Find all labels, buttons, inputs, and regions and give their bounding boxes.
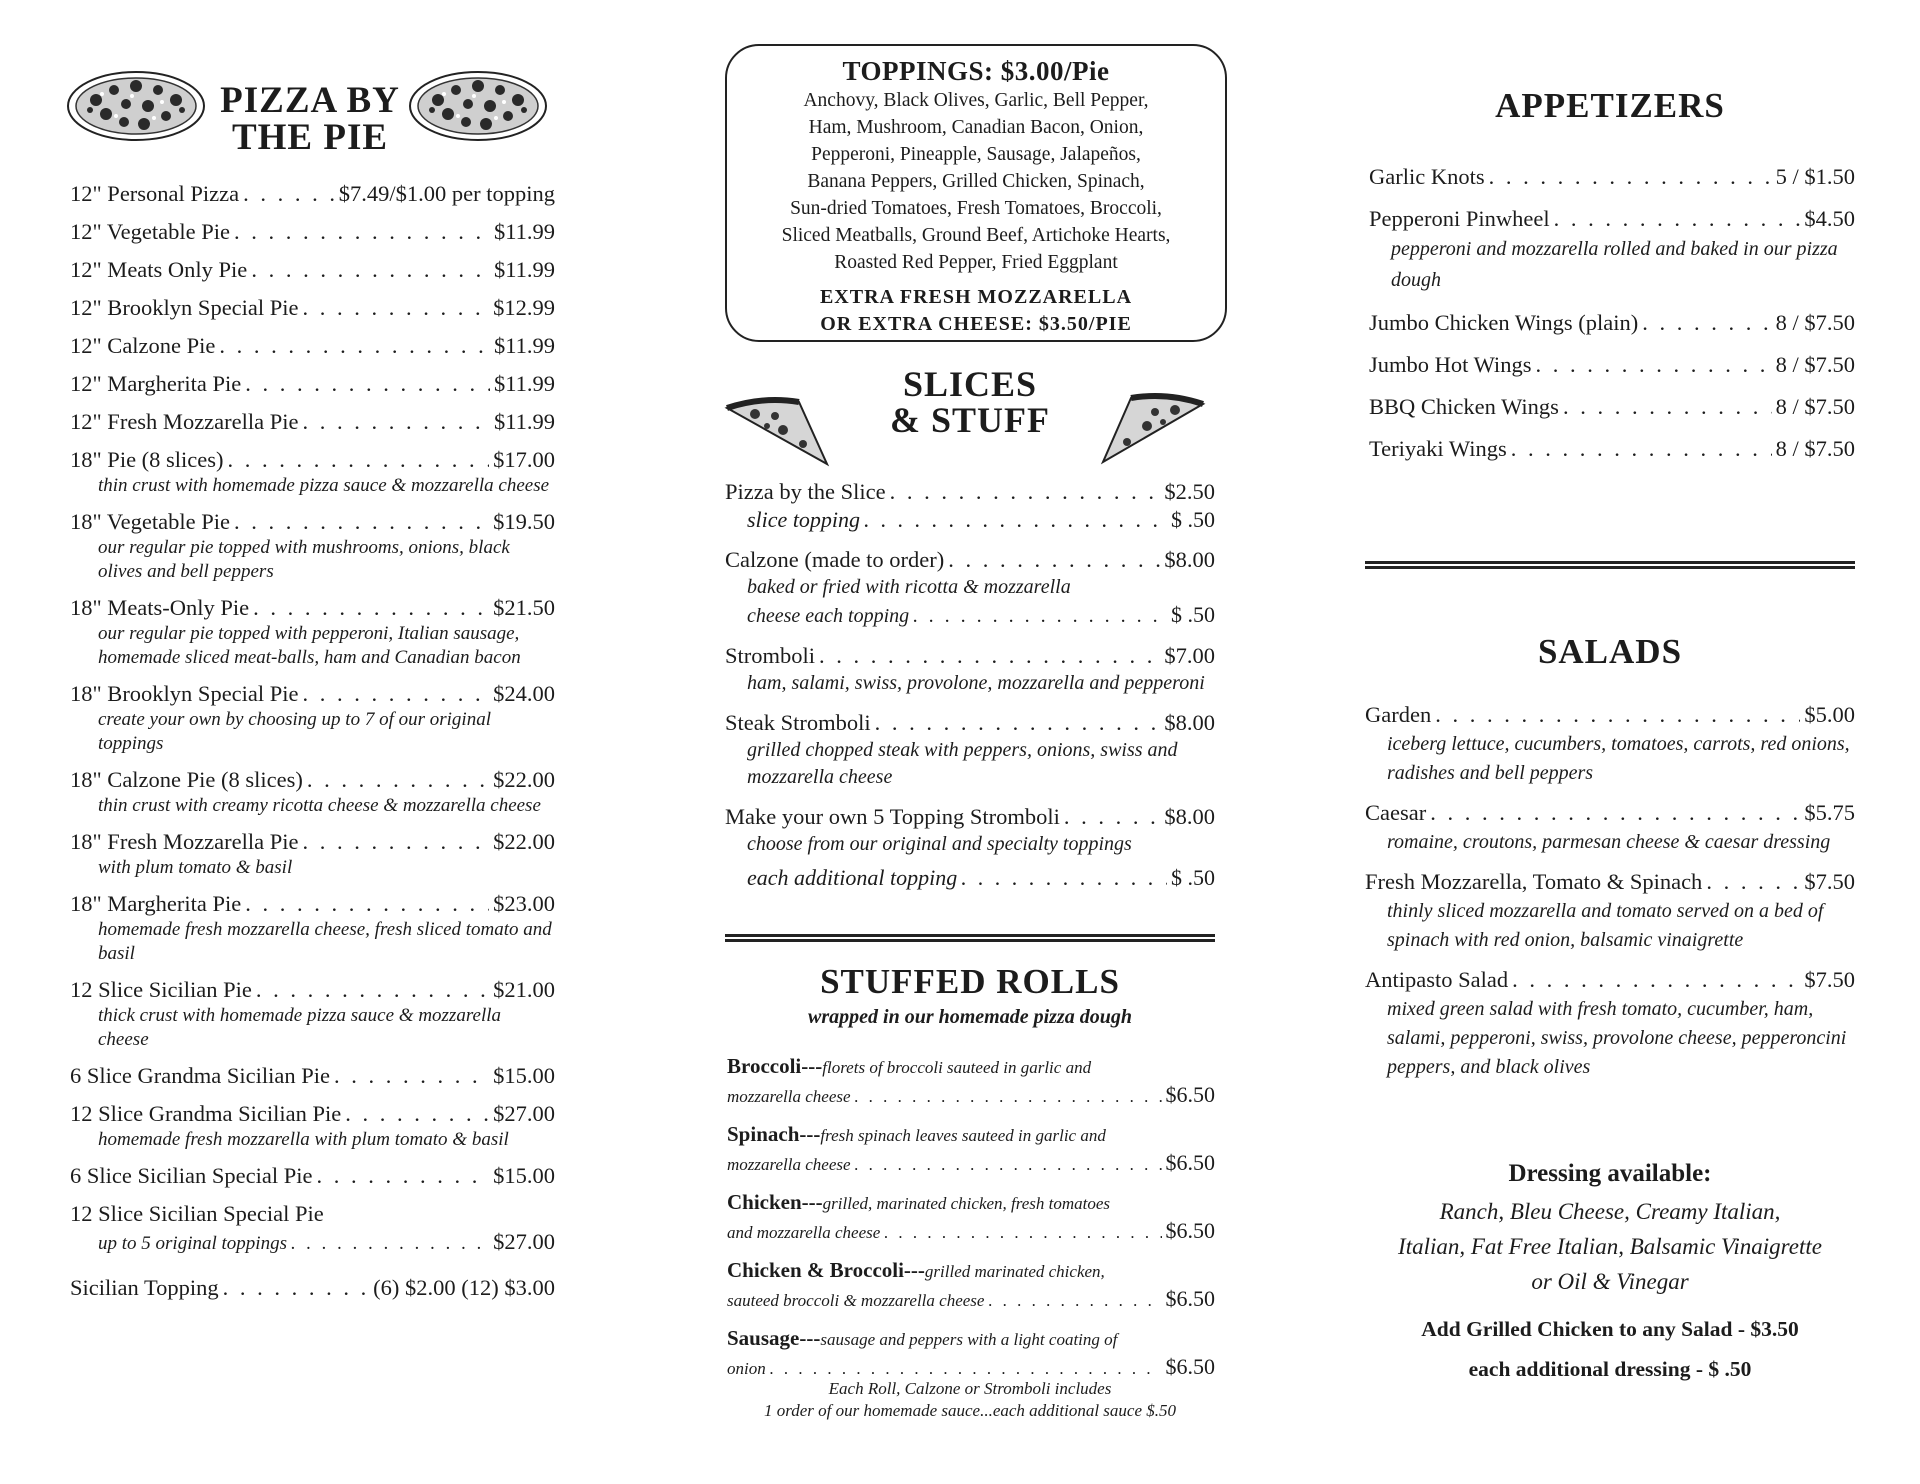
item-name: 12" Fresh Mozzarella Pie — [70, 409, 299, 434]
item-price: $24.00 — [493, 681, 555, 706]
item-name: Jumbo Chicken Wings (plain) — [1369, 310, 1639, 335]
menu-item — [70, 680, 555, 756]
item-name: Pepperoni Pinwheel — [1369, 206, 1550, 231]
leader-dots — [819, 642, 1160, 670]
item-price: $6.50 — [1165, 1218, 1215, 1243]
item-name: Garden — [1365, 702, 1432, 727]
item-description: grilled marinated chicken, — [924, 1262, 1105, 1281]
item-description: choose from our original and specialty toppings — [747, 833, 1132, 855]
leader-dots — [988, 1288, 1161, 1314]
leader-dots — [1430, 798, 1800, 828]
item-name: 12" Meats Only Pie — [70, 257, 248, 282]
toppings-box — [725, 44, 1227, 342]
menu-item — [725, 709, 1215, 791]
pizza-by-pie-title — [210, 82, 410, 156]
menu-item — [725, 803, 1215, 892]
stuffed-rolls-list — [727, 1052, 1215, 1392]
leader-dots — [256, 976, 489, 1004]
item-name: 18" Fresh Mozzarella Pie — [70, 829, 299, 854]
menu-item — [70, 408, 555, 436]
menu-item — [1365, 700, 1855, 788]
toppings-line: Banana Peppers, Grilled Chicken, Spinach, — [807, 171, 1145, 192]
pizza-by-pie-title-line2: THE PIE — [231, 117, 389, 158]
item-description: homemade fresh mozzarella cheese, fresh sliced tomato and basil — [98, 919, 552, 964]
slices-list — [725, 478, 1215, 904]
item-description: thick crust with homemade pizza sauce & mozzarella cheese — [98, 1005, 502, 1050]
leader-dots — [890, 478, 1161, 506]
item-description: mixed green salad with fresh tomato, cucumber, ham, salami, pepperoni, swiss, provolone cheese, pepperoncini peppers, and black olives — [1387, 998, 1847, 1078]
item-name: 12" Vegetable Pie — [70, 219, 230, 244]
leader-dots — [316, 1162, 489, 1190]
menu-item — [70, 1100, 555, 1152]
toppings-list — [727, 87, 1225, 276]
item-price: $8.00 — [1164, 804, 1215, 829]
slices-title — [835, 366, 1105, 438]
pizza-slice-icon — [1087, 390, 1207, 470]
item-name: 12 Slice Sicilian Pie — [70, 977, 252, 1002]
item-name: 6 Slice Grandma Sicilian Pie — [70, 1063, 330, 1088]
leader-dots — [864, 506, 1167, 534]
leader-dots — [1511, 434, 1772, 464]
stuffed-rolls-title: STUFFED ROLLS — [820, 962, 1120, 1001]
item-name: 18" Meats-Only Pie — [70, 595, 250, 620]
section-divider — [725, 934, 1215, 942]
leader-dots — [1064, 803, 1161, 831]
item-name: 12" Margherita Pie — [70, 371, 242, 396]
appetizers-title: APPETIZERS — [1495, 86, 1725, 125]
menu-item — [1365, 965, 1855, 1082]
menu-item — [70, 594, 555, 670]
extra-cheese-line1: EXTRA FRESH MOZZARELLA — [819, 286, 1133, 308]
item-description: onion — [727, 1359, 766, 1378]
menu-item — [727, 1188, 1215, 1246]
leader-dots — [307, 766, 489, 794]
item-subprice: $ .50 — [1171, 602, 1215, 627]
item-name: 12" Brooklyn Special Pie — [70, 295, 299, 320]
item-name: Spinach--- — [727, 1122, 821, 1146]
item-price: 8 / $7.50 — [1775, 310, 1855, 335]
item-price: $4.50 — [1804, 206, 1855, 231]
item-price: $27.00 — [493, 1229, 555, 1254]
item-name: Steak Stromboli — [725, 710, 871, 735]
item-description: grilled, marinated chicken, fresh tomatoes — [822, 1194, 1111, 1213]
item-subprice: $ .50 — [1171, 507, 1215, 532]
item-name: 12 Slice Grandma Sicilian Pie — [70, 1101, 342, 1126]
slices-title-line2: & STUFF — [890, 400, 1050, 440]
item-price: $12.99 — [493, 295, 555, 320]
pizza-by-pie-title-line1: PIZZA BY — [220, 80, 400, 121]
item-name: Jumbo Hot Wings — [1369, 352, 1532, 377]
item-price: 8 / $7.50 — [1775, 394, 1855, 419]
leader-dots — [1706, 867, 1800, 897]
leader-dots — [245, 370, 490, 398]
item-name: 12" Personal Pizza — [70, 181, 240, 206]
item-description: romaine, croutons, parmesan cheese & caesar dressing — [1387, 831, 1831, 853]
item-description: thin crust with homemade pizza sauce & mozzarella cheese — [98, 475, 550, 496]
item-name: Caesar — [1365, 800, 1427, 825]
pizza-by-pie-list — [70, 180, 555, 1312]
menu-item — [1365, 867, 1855, 955]
leader-dots — [855, 1152, 1162, 1178]
item-description: our regular pie topped with pepperoni, Italian sausage, homemade sliced meat-balls, ham and Canadian bacon — [98, 623, 521, 668]
item-name: 18" Brooklyn Special Pie — [70, 681, 299, 706]
menu-item — [1369, 162, 1855, 192]
item-name: 18" Vegetable Pie — [70, 509, 230, 534]
item-name: Sausage--- — [727, 1326, 821, 1350]
item-subname: each additional topping — [747, 865, 958, 890]
menu-item — [70, 1162, 555, 1190]
item-price: $11.99 — [493, 371, 555, 396]
item-price: $22.00 — [493, 829, 555, 854]
menu-item — [70, 1200, 555, 1258]
item-name: Make your own 5 Topping Stromboli — [725, 804, 1060, 829]
item-name: 12" Calzone Pie — [70, 333, 216, 358]
leader-dots — [291, 1230, 489, 1258]
item-name: Teriyaki Wings — [1369, 436, 1507, 461]
item-name: Chicken & Broccoli--- — [727, 1258, 925, 1282]
item-name: Garlic Knots — [1369, 164, 1485, 189]
item-price: $11.99 — [493, 409, 555, 434]
item-name: 6 Slice Sicilian Special Pie — [70, 1163, 313, 1188]
leader-dots — [223, 1274, 370, 1302]
menu-item — [1369, 308, 1855, 338]
item-subname: cheese each topping — [747, 605, 910, 627]
item-name: Fresh Mozzarella, Tomato & Spinach — [1365, 869, 1703, 894]
slices-title-line1: SLICES — [902, 364, 1038, 404]
grilled-chicken-addon: Add Grilled Chicken to any Salad - $3.50 — [1421, 1317, 1799, 1341]
leader-dots — [1535, 350, 1771, 380]
leader-dots — [303, 680, 490, 708]
item-description: iceberg lettuce, cucumbers, tomatoes, carrots, red onions, radishes and bell peppers — [1387, 733, 1850, 784]
leader-dots — [875, 709, 1161, 737]
dressing-line: Italian, Fat Free Italian, Balsamic Vinaigrette — [1398, 1234, 1822, 1259]
item-price: $8.00 — [1164, 710, 1215, 735]
item-price: 5 / $1.50 — [1775, 164, 1855, 189]
extra-cheese-note — [727, 284, 1225, 338]
item-description: thin crust with creamy ricotta cheese & mozzarella cheese — [98, 795, 541, 816]
toppings-line: Ham, Mushroom, Canadian Bacon, Onion, — [808, 117, 1144, 138]
menu-item — [727, 1052, 1215, 1110]
item-name: Calzone (made to order) — [725, 547, 945, 572]
item-price: $17.00 — [493, 447, 555, 472]
footnote-line1: Each Roll, Calzone or Stromboli includes — [828, 1379, 1112, 1398]
item-description: create your own by choosing up to 7 of our original toppings — [98, 709, 491, 754]
leader-dots — [1563, 392, 1772, 422]
leader-dots — [334, 1062, 489, 1090]
item-description: mozzarella cheese — [727, 1087, 851, 1106]
item-description: pepperoni and mozzarella rolled and baked in our pizza dough — [1391, 238, 1838, 291]
item-price: $22.00 — [493, 767, 555, 792]
leader-dots — [855, 1084, 1162, 1110]
leader-dots — [1489, 162, 1772, 192]
extra-cheese-line2: OR EXTRA CHEESE: $3.50/PIE — [820, 313, 1132, 335]
item-price: $21.00 — [493, 977, 555, 1002]
leader-dots — [303, 294, 490, 322]
item-price: $11.99 — [493, 257, 555, 282]
menu-item — [70, 1274, 555, 1302]
item-price: $23.00 — [493, 891, 555, 916]
item-price: $15.00 — [493, 1063, 555, 1088]
dressing-line: Ranch, Bleu Cheese, Creamy Italian, — [1439, 1199, 1781, 1224]
menu-item — [70, 256, 555, 284]
toppings-title: TOPPINGS: $3.00/Pie — [842, 56, 1110, 86]
leader-dots — [251, 256, 490, 284]
item-description: and mozzarella cheese — [727, 1223, 881, 1242]
item-name: Antipasto Salad — [1365, 967, 1509, 992]
item-name: 18" Margherita Pie — [70, 891, 242, 916]
leader-dots — [961, 864, 1167, 892]
menu-item — [1369, 392, 1855, 422]
leader-dots — [228, 446, 490, 474]
item-price: $6.50 — [1165, 1286, 1215, 1311]
leader-dots — [1512, 965, 1800, 995]
menu-item — [70, 180, 555, 208]
toppings-line: Sun-dried Tomatoes, Fresh Tomatoes, Broccoli, — [790, 198, 1162, 219]
item-price: $6.50 — [1165, 1354, 1215, 1379]
item-description: ham, salami, swiss, provolone, mozzarella and pepperoni — [747, 672, 1205, 694]
item-price: $6.50 — [1165, 1082, 1215, 1107]
item-name: 12 Slice Sicilian Special Pie — [70, 1201, 324, 1226]
item-description: our regular pie topped with mushrooms, onions, black olives and bell peppers — [98, 537, 510, 582]
menu-item — [70, 766, 555, 818]
leader-dots — [243, 180, 335, 208]
item-price: $5.00 — [1804, 702, 1855, 727]
toppings-line: Pepperoni, Pineapple, Sausage, Jalapeños, — [811, 144, 1141, 165]
slices-header — [725, 362, 1215, 472]
leader-dots — [1435, 700, 1800, 730]
menu-item — [727, 1256, 1215, 1314]
dressing-title: Dressing available: — [1508, 1160, 1712, 1187]
item-price: $21.50 — [493, 595, 555, 620]
item-price: $7.50 — [1804, 869, 1855, 894]
item-description: sausage and peppers with a light coating of — [820, 1330, 1118, 1349]
menu-item — [70, 828, 555, 880]
menu-item — [1365, 798, 1855, 857]
menu-item — [70, 332, 555, 360]
salads-list — [1365, 700, 1855, 1092]
item-name: Stromboli — [725, 643, 816, 668]
item-price: 8 / $7.50 — [1775, 436, 1855, 461]
leader-dots — [1642, 308, 1771, 338]
appetizers-list — [1369, 162, 1855, 476]
menu-item — [725, 546, 1215, 630]
dressing-list — [1365, 1194, 1855, 1299]
item-price: 8 / $7.50 — [1775, 352, 1855, 377]
leader-dots — [913, 603, 1167, 630]
menu-item — [1369, 434, 1855, 464]
item-name: Chicken--- — [727, 1190, 823, 1214]
item-name: BBQ Chicken Wings — [1369, 394, 1559, 419]
item-price: $6.50 — [1165, 1150, 1215, 1175]
item-name: 18" Pie (8 slices) — [70, 447, 224, 472]
item-description: sauteed broccoli & mozzarella cheese — [727, 1291, 985, 1310]
item-description: fresh spinach leaves sauteed in garlic and — [820, 1126, 1106, 1145]
leader-dots — [303, 408, 490, 436]
section-divider — [1365, 561, 1855, 569]
leader-dots — [948, 546, 1160, 574]
menu-item — [725, 478, 1215, 534]
item-price: $27.00 — [493, 1101, 555, 1126]
item-price: $7.50 — [1804, 967, 1855, 992]
menu-item — [725, 642, 1215, 697]
toppings-line: Roasted Red Pepper, Fried Eggplant — [834, 252, 1118, 273]
item-price: $19.50 — [493, 509, 555, 534]
item-price: $2.50 — [1164, 479, 1215, 504]
menu-item — [70, 446, 555, 498]
item-price: $8.00 — [1164, 547, 1215, 572]
menu-item — [1369, 350, 1855, 380]
item-name: Pizza by the Slice — [725, 479, 886, 504]
leader-dots — [219, 332, 490, 360]
item-price: $11.99 — [493, 219, 555, 244]
leader-dots — [253, 594, 489, 622]
item-description: mozzarella cheese — [727, 1155, 851, 1174]
item-price: $7.00 — [1164, 643, 1215, 668]
item-subprice: $ .50 — [1171, 865, 1215, 890]
menu-item — [70, 294, 555, 322]
leader-dots — [234, 218, 490, 246]
leader-dots — [345, 1100, 489, 1128]
item-description: baked or fried with ricotta & mozzarella — [747, 576, 1071, 598]
pizza-slice-icon — [723, 394, 843, 474]
item-description: grilled chopped steak with peppers, onions, swiss and mozzarella cheese — [747, 739, 1178, 788]
menu-item — [70, 890, 555, 966]
item-price: (6) $2.00 (12) $3.00 — [373, 1275, 555, 1300]
menu-item — [727, 1120, 1215, 1178]
menu-item — [70, 976, 555, 1052]
stuffed-rolls-footnote — [725, 1378, 1215, 1422]
item-price: $11.99 — [493, 333, 555, 358]
additional-dressing-addon: each additional dressing - $ .50 — [1468, 1357, 1752, 1381]
item-price: $7.49/$1.00 per topping — [338, 181, 555, 206]
item-subname: slice topping — [747, 507, 861, 532]
item-description: homemade fresh mozzarella with plum tomato & basil — [98, 1129, 509, 1150]
leader-dots — [234, 508, 489, 536]
whole-pizza-icon — [66, 70, 206, 142]
salads-title: SALADS — [1537, 632, 1683, 671]
footnote-line2: 1 order of our homemade sauce...each additional sauce $.50 — [763, 1401, 1177, 1420]
item-description: thinly sliced mozzarella and tomato served on a bed of spinach with red onion, balsamic vinaigrette — [1387, 900, 1824, 951]
leader-dots — [303, 828, 490, 856]
menu-item — [70, 218, 555, 246]
leader-dots — [245, 890, 489, 918]
dressing-line: or Oil & Vinegar — [1531, 1269, 1689, 1294]
item-description: with plum tomato & basil — [98, 857, 293, 878]
item-description: up to 5 original toppings — [98, 1233, 287, 1254]
menu-item — [1369, 204, 1855, 296]
item-description: florets of broccoli sauteed in garlic and — [822, 1058, 1092, 1077]
whole-pizza-icon — [408, 70, 548, 142]
stuffed-rolls-subtitle: wrapped in our homemade pizza dough — [808, 1006, 1132, 1028]
item-name: Sicilian Topping — [70, 1275, 219, 1300]
menu-item — [70, 508, 555, 584]
menu-item — [727, 1324, 1215, 1382]
leader-dots — [1554, 204, 1801, 234]
toppings-line: Sliced Meatballs, Ground Beef, Artichoke Hearts, — [781, 225, 1171, 246]
item-price: $15.00 — [493, 1163, 555, 1188]
item-price: $5.75 — [1804, 800, 1855, 825]
pizza-by-pie-header — [70, 66, 555, 156]
item-name: Broccoli--- — [727, 1054, 823, 1078]
toppings-line: Anchovy, Black Olives, Garlic, Bell Pepper, — [803, 90, 1149, 111]
leader-dots — [884, 1220, 1161, 1246]
item-name: 18" Calzone Pie (8 slices) — [70, 767, 303, 792]
menu-item — [70, 1062, 555, 1090]
menu-item — [70, 370, 555, 398]
